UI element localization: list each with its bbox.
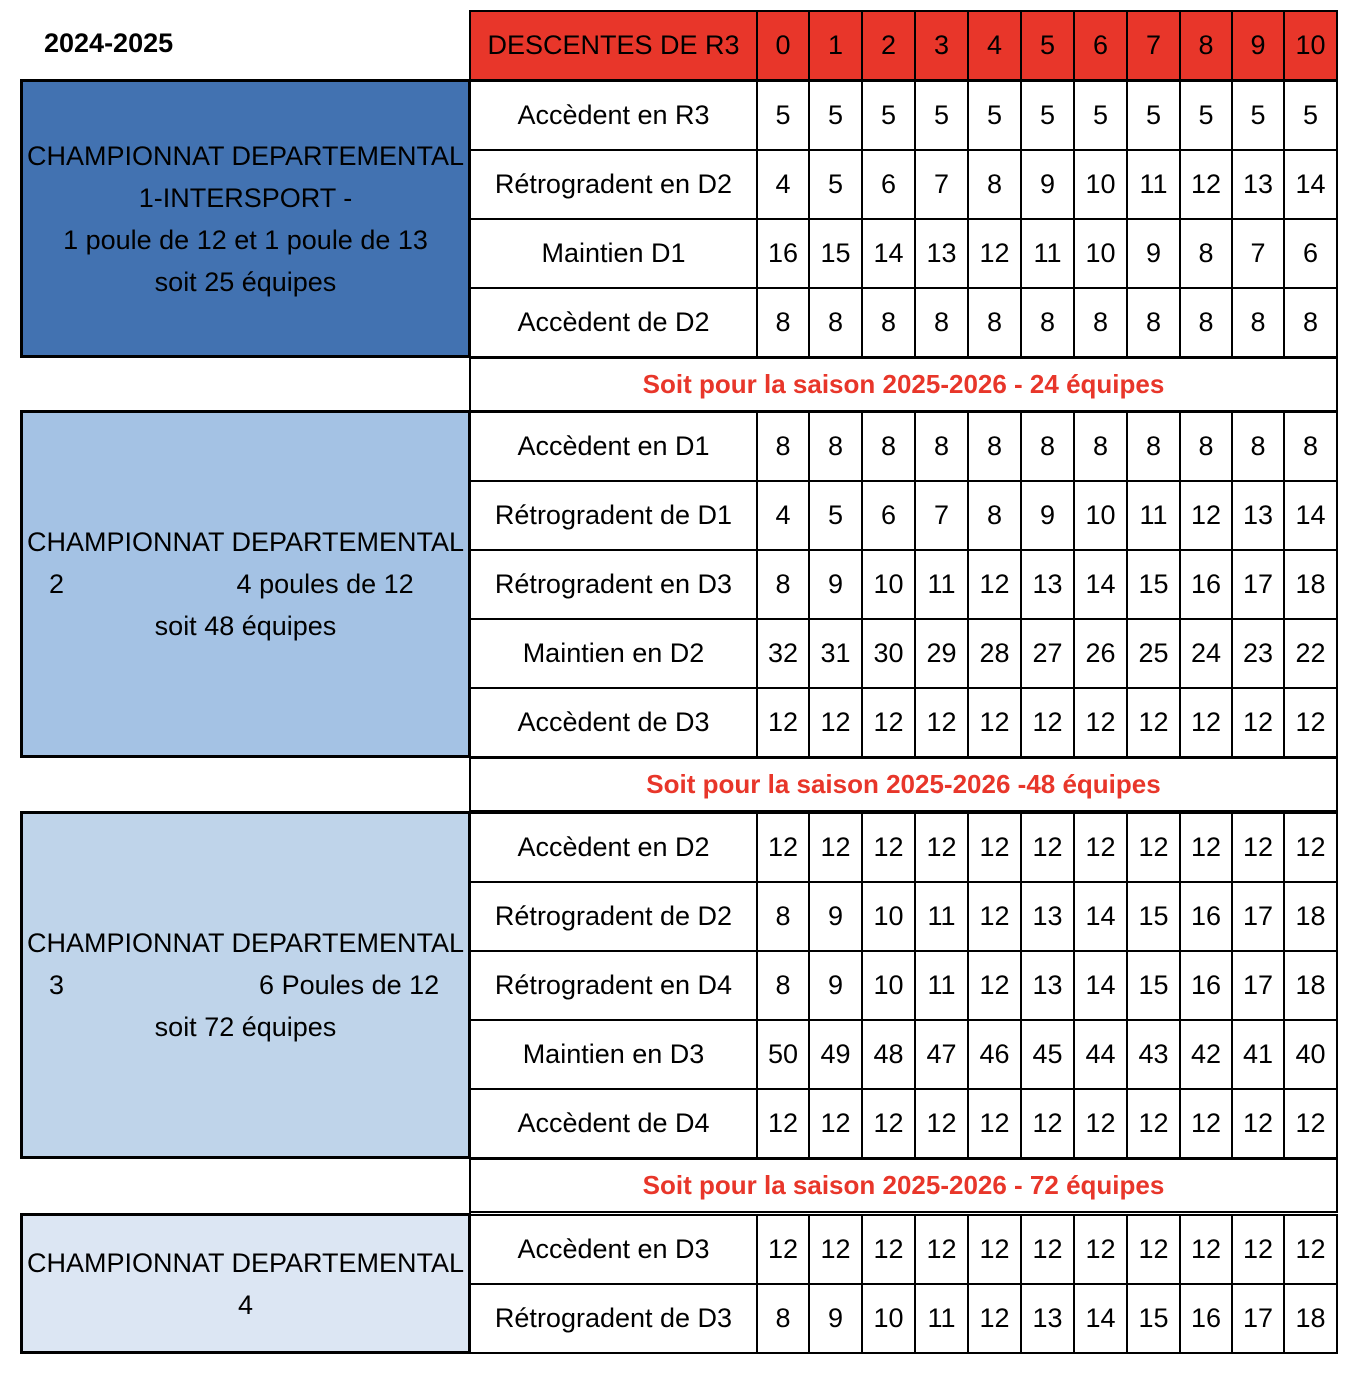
value-cell: 9 (1020, 149, 1075, 220)
row-label: Rétrogradent de D3 (469, 1283, 758, 1354)
value-cell: 12 (1231, 1088, 1285, 1159)
value-cell: 6 (861, 480, 916, 551)
header-col-7: 7 (1126, 10, 1181, 81)
value-cell: 10 (1073, 149, 1128, 220)
value-cell: 12 (1073, 1214, 1128, 1285)
value-cell: 27 (1020, 618, 1075, 689)
row-label: Rétrogradent en D3 (469, 549, 758, 620)
value-cell: 8 (967, 411, 1022, 482)
value-cell: 8 (756, 950, 810, 1021)
season-summary: Soit pour la saison 2025-2026 - 24 équipes (469, 357, 1338, 412)
value-cell: 16 (1179, 549, 1233, 620)
value-cell: 12 (1020, 1088, 1075, 1159)
value-cell: 40 (1283, 1019, 1338, 1090)
section-title-line: CHAMPIONNAT DEPARTEMENTAL (26, 1247, 465, 1278)
value-cell: 7 (914, 149, 969, 220)
value-cell: 50 (756, 1019, 810, 1090)
value-cell: 42 (1179, 1019, 1233, 1090)
value-cell: 12 (1231, 1214, 1285, 1285)
section-title-line: soit 25 équipes (154, 266, 337, 297)
section-title-line: 1-INTERSPORT - (138, 182, 353, 213)
value-cell: 17 (1231, 1283, 1285, 1354)
value-cell: 5 (914, 80, 969, 151)
value-cell: 12 (1020, 687, 1075, 758)
value-cell: 12 (967, 1283, 1022, 1354)
section-title-text (23, 922, 468, 1048)
value-cell: 5 (808, 149, 863, 220)
value-cell: 10 (1073, 218, 1128, 289)
value-cell: 11 (1126, 149, 1181, 220)
value-cell: 22 (1283, 618, 1338, 689)
value-cell: 9 (1020, 480, 1075, 551)
value-cell: 16 (1179, 1283, 1233, 1354)
section-title-line: soit 72 équipes (154, 1012, 337, 1042)
value-cell: 5 (808, 480, 863, 551)
value-cell: 5 (1073, 80, 1128, 151)
row-label: Accèdent en R3 (469, 80, 758, 151)
value-cell: 12 (1073, 687, 1128, 758)
value-cell: 10 (861, 549, 916, 620)
value-cell: 9 (808, 1283, 863, 1354)
value-cell: 8 (861, 411, 916, 482)
row-label: Accèdent de D2 (469, 287, 758, 358)
value-cell: 11 (914, 950, 969, 1021)
section-title-d1 (20, 79, 471, 358)
section-title-text (23, 521, 468, 647)
value-cell: 8 (1283, 287, 1338, 358)
value-cell: 4 (756, 480, 810, 551)
value-cell: 18 (1283, 881, 1338, 952)
value-cell: 12 (1283, 1088, 1338, 1159)
value-cell: 12 (1179, 1088, 1233, 1159)
value-cell: 43 (1126, 1019, 1181, 1090)
value-cell: 12 (967, 1088, 1022, 1159)
value-cell: 17 (1231, 549, 1285, 620)
value-cell: 11 (1020, 218, 1075, 289)
section-title-line: CHAMPIONNAT DEPARTEMENTAL (26, 140, 465, 171)
value-cell: 18 (1283, 549, 1338, 620)
value-cell: 12 (914, 1088, 969, 1159)
value-cell: 8 (914, 411, 969, 482)
value-cell: 16 (756, 218, 810, 289)
value-cell: 14 (1073, 549, 1128, 620)
header-col-3: 3 (914, 10, 969, 81)
value-cell: 5 (967, 80, 1022, 151)
value-cell: 32 (756, 618, 810, 689)
value-cell: 7 (1231, 218, 1285, 289)
value-cell: 28 (967, 618, 1022, 689)
value-cell: 8 (967, 287, 1022, 358)
value-cell: 15 (1126, 1283, 1181, 1354)
value-cell: 14 (1073, 950, 1128, 1021)
value-cell: 5 (861, 80, 916, 151)
value-cell: 23 (1231, 618, 1285, 689)
section-title-line: 1 poule de 12 et 1 poule de 13 (63, 224, 428, 255)
value-cell: 12 (808, 812, 863, 883)
value-cell: 5 (1231, 80, 1285, 151)
value-cell: 8 (808, 287, 863, 358)
value-cell: 4 (756, 149, 810, 220)
value-cell: 12 (1126, 1214, 1181, 1285)
value-cell: 8 (1283, 411, 1338, 482)
value-cell: 6 (861, 149, 916, 220)
value-cell: 12 (914, 687, 969, 758)
value-cell: 8 (1020, 411, 1075, 482)
value-cell: 13 (1020, 881, 1075, 952)
value-cell: 26 (1073, 618, 1128, 689)
value-cell: 14 (1283, 480, 1338, 551)
value-cell: 11 (914, 549, 969, 620)
value-cell: 9 (808, 881, 863, 952)
value-cell: 45 (1020, 1019, 1075, 1090)
value-cell: 8 (1073, 287, 1128, 358)
value-cell: 5 (756, 80, 810, 151)
value-cell: 18 (1283, 1283, 1338, 1354)
header-col-4: 4 (967, 10, 1022, 81)
section-title-d3 (20, 811, 471, 1159)
value-cell: 13 (1020, 950, 1075, 1021)
season-summary: Soit pour la saison 2025-2026 -48 équipes (469, 757, 1338, 812)
value-cell: 8 (756, 549, 810, 620)
value-cell: 13 (1231, 149, 1285, 220)
row-label: Accèdent en D3 (469, 1214, 758, 1285)
section-title-d2 (20, 410, 471, 758)
value-cell: 13 (1231, 480, 1285, 551)
value-cell: 12 (756, 1088, 810, 1159)
value-cell: 8 (1126, 411, 1181, 482)
value-cell: 44 (1073, 1019, 1128, 1090)
value-cell: 12 (861, 812, 916, 883)
value-cell: 11 (914, 1283, 969, 1354)
section-title-line: 2 4 poules de 12 (49, 569, 414, 599)
row-label: Accèdent en D1 (469, 411, 758, 482)
value-cell: 25 (1126, 618, 1181, 689)
row-label: Accèdent de D3 (469, 687, 758, 758)
value-cell: 8 (756, 287, 810, 358)
value-cell: 11 (914, 881, 969, 952)
value-cell: 8 (756, 881, 810, 952)
value-cell: 8 (967, 480, 1022, 551)
value-cell: 17 (1231, 881, 1285, 952)
value-cell: 12 (967, 812, 1022, 883)
value-cell: 6 (1283, 218, 1338, 289)
value-cell: 12 (967, 687, 1022, 758)
value-cell: 29 (914, 618, 969, 689)
value-cell: 8 (1231, 411, 1285, 482)
value-cell: 14 (1283, 149, 1338, 220)
value-cell: 15 (1126, 549, 1181, 620)
value-cell: 8 (1231, 287, 1285, 358)
value-cell: 12 (808, 1088, 863, 1159)
value-cell: 17 (1231, 950, 1285, 1021)
row-label: Accèdent de D4 (469, 1088, 758, 1159)
value-cell: 12 (1283, 812, 1338, 883)
section-title-text (23, 1242, 468, 1326)
row-label: Maintien en D2 (469, 618, 758, 689)
header-col-0: 0 (756, 10, 810, 81)
season-title: 2024-2025 (44, 28, 174, 58)
value-cell: 5 (808, 80, 863, 151)
value-cell: 10 (861, 881, 916, 952)
value-cell: 12 (1179, 480, 1233, 551)
header-col-2: 2 (861, 10, 916, 81)
header-col-8: 8 (1179, 10, 1233, 81)
value-cell: 12 (1020, 812, 1075, 883)
value-cell: 14 (1073, 1283, 1128, 1354)
section-title-line: soit 48 équipes (154, 611, 337, 641)
value-cell: 12 (1073, 812, 1128, 883)
value-cell: 48 (861, 1019, 916, 1090)
value-cell: 9 (808, 950, 863, 1021)
section-title-line: CHAMPIONNAT DEPARTEMENTAL (26, 928, 465, 958)
value-cell: 5 (1179, 80, 1233, 151)
value-cell: 12 (967, 950, 1022, 1021)
value-cell: 12 (756, 687, 810, 758)
value-cell: 12 (1179, 149, 1233, 220)
section-title-line: CHAMPIONNAT DEPARTEMENTAL (26, 527, 465, 557)
value-cell: 8 (808, 411, 863, 482)
value-cell: 12 (967, 881, 1022, 952)
value-cell: 10 (861, 950, 916, 1021)
value-cell: 12 (861, 1214, 916, 1285)
header-col-1: 1 (808, 10, 863, 81)
value-cell: 12 (1283, 687, 1338, 758)
value-cell: 18 (1283, 950, 1338, 1021)
row-label: Maintien en D3 (469, 1019, 758, 1090)
row-label: Maintien D1 (469, 218, 758, 289)
header-col-10: 10 (1283, 10, 1338, 81)
value-cell: 16 (1179, 950, 1233, 1021)
value-cell: 12 (808, 1214, 863, 1285)
value-cell: 12 (861, 687, 916, 758)
value-cell: 13 (1020, 1283, 1075, 1354)
header-col-5: 5 (1020, 10, 1075, 81)
value-cell: 13 (914, 218, 969, 289)
value-cell: 12 (967, 1214, 1022, 1285)
value-cell: 8 (914, 287, 969, 358)
section-title-text (23, 135, 468, 303)
value-cell: 8 (756, 1283, 810, 1354)
value-cell: 41 (1231, 1019, 1285, 1090)
value-cell: 12 (1126, 687, 1181, 758)
value-cell: 9 (808, 549, 863, 620)
value-cell: 12 (1231, 687, 1285, 758)
value-cell: 8 (1073, 411, 1128, 482)
value-cell: 12 (1231, 812, 1285, 883)
section-title-d4 (20, 1213, 471, 1354)
header-col-6: 6 (1073, 10, 1128, 81)
section-title-line: 4 (237, 1289, 254, 1320)
value-cell: 8 (1179, 411, 1233, 482)
value-cell: 12 (967, 549, 1022, 620)
value-cell: 15 (808, 218, 863, 289)
value-cell: 24 (1179, 618, 1233, 689)
value-cell: 30 (861, 618, 916, 689)
value-cell: 12 (1283, 1214, 1338, 1285)
value-cell: 9 (1126, 218, 1181, 289)
value-cell: 8 (967, 149, 1022, 220)
value-cell: 12 (808, 687, 863, 758)
value-cell: 7 (914, 480, 969, 551)
row-label: Accèdent en D2 (469, 812, 758, 883)
value-cell: 5 (1283, 80, 1338, 151)
value-cell: 12 (756, 812, 810, 883)
value-cell: 10 (861, 1283, 916, 1354)
value-cell: 12 (1126, 812, 1181, 883)
value-cell: 8 (756, 411, 810, 482)
value-cell: 13 (1020, 549, 1075, 620)
value-cell: 12 (1126, 1088, 1181, 1159)
row-label: Rétrogradent en D4 (469, 950, 758, 1021)
value-cell: 12 (914, 812, 969, 883)
season-summary: Soit pour la saison 2025-2026 - 72 équipes (469, 1158, 1338, 1213)
value-cell: 12 (1073, 1088, 1128, 1159)
row-label: Rétrogradent de D1 (469, 480, 758, 551)
value-cell: 8 (1179, 218, 1233, 289)
value-cell: 12 (967, 218, 1022, 289)
value-cell: 12 (1020, 1214, 1075, 1285)
value-cell: 15 (1126, 950, 1181, 1021)
header-col-9: 9 (1231, 10, 1285, 81)
value-cell: 12 (914, 1214, 969, 1285)
value-cell: 14 (861, 218, 916, 289)
section-title-line: 3 6 Poules de 12 (49, 970, 440, 1000)
value-cell: 12 (1179, 1214, 1233, 1285)
value-cell: 8 (861, 287, 916, 358)
value-cell: 8 (1126, 287, 1181, 358)
value-cell: 8 (1179, 287, 1233, 358)
value-cell: 10 (1073, 480, 1128, 551)
row-label: Rétrogradent de D2 (469, 881, 758, 952)
value-cell: 12 (1179, 687, 1233, 758)
value-cell: 47 (914, 1019, 969, 1090)
value-cell: 12 (1179, 812, 1233, 883)
header-label: DESCENTES DE R3 (469, 10, 758, 81)
value-cell: 5 (1126, 80, 1181, 151)
value-cell: 14 (1073, 881, 1128, 952)
value-cell: 16 (1179, 881, 1233, 952)
value-cell: 12 (861, 1088, 916, 1159)
value-cell: 31 (808, 618, 863, 689)
value-cell: 12 (756, 1214, 810, 1285)
value-cell: 8 (1020, 287, 1075, 358)
value-cell: 49 (808, 1019, 863, 1090)
value-cell: 11 (1126, 480, 1181, 551)
row-label: Rétrogradent en D2 (469, 149, 758, 220)
value-cell: 15 (1126, 881, 1181, 952)
value-cell: 46 (967, 1019, 1022, 1090)
value-cell: 5 (1020, 80, 1075, 151)
